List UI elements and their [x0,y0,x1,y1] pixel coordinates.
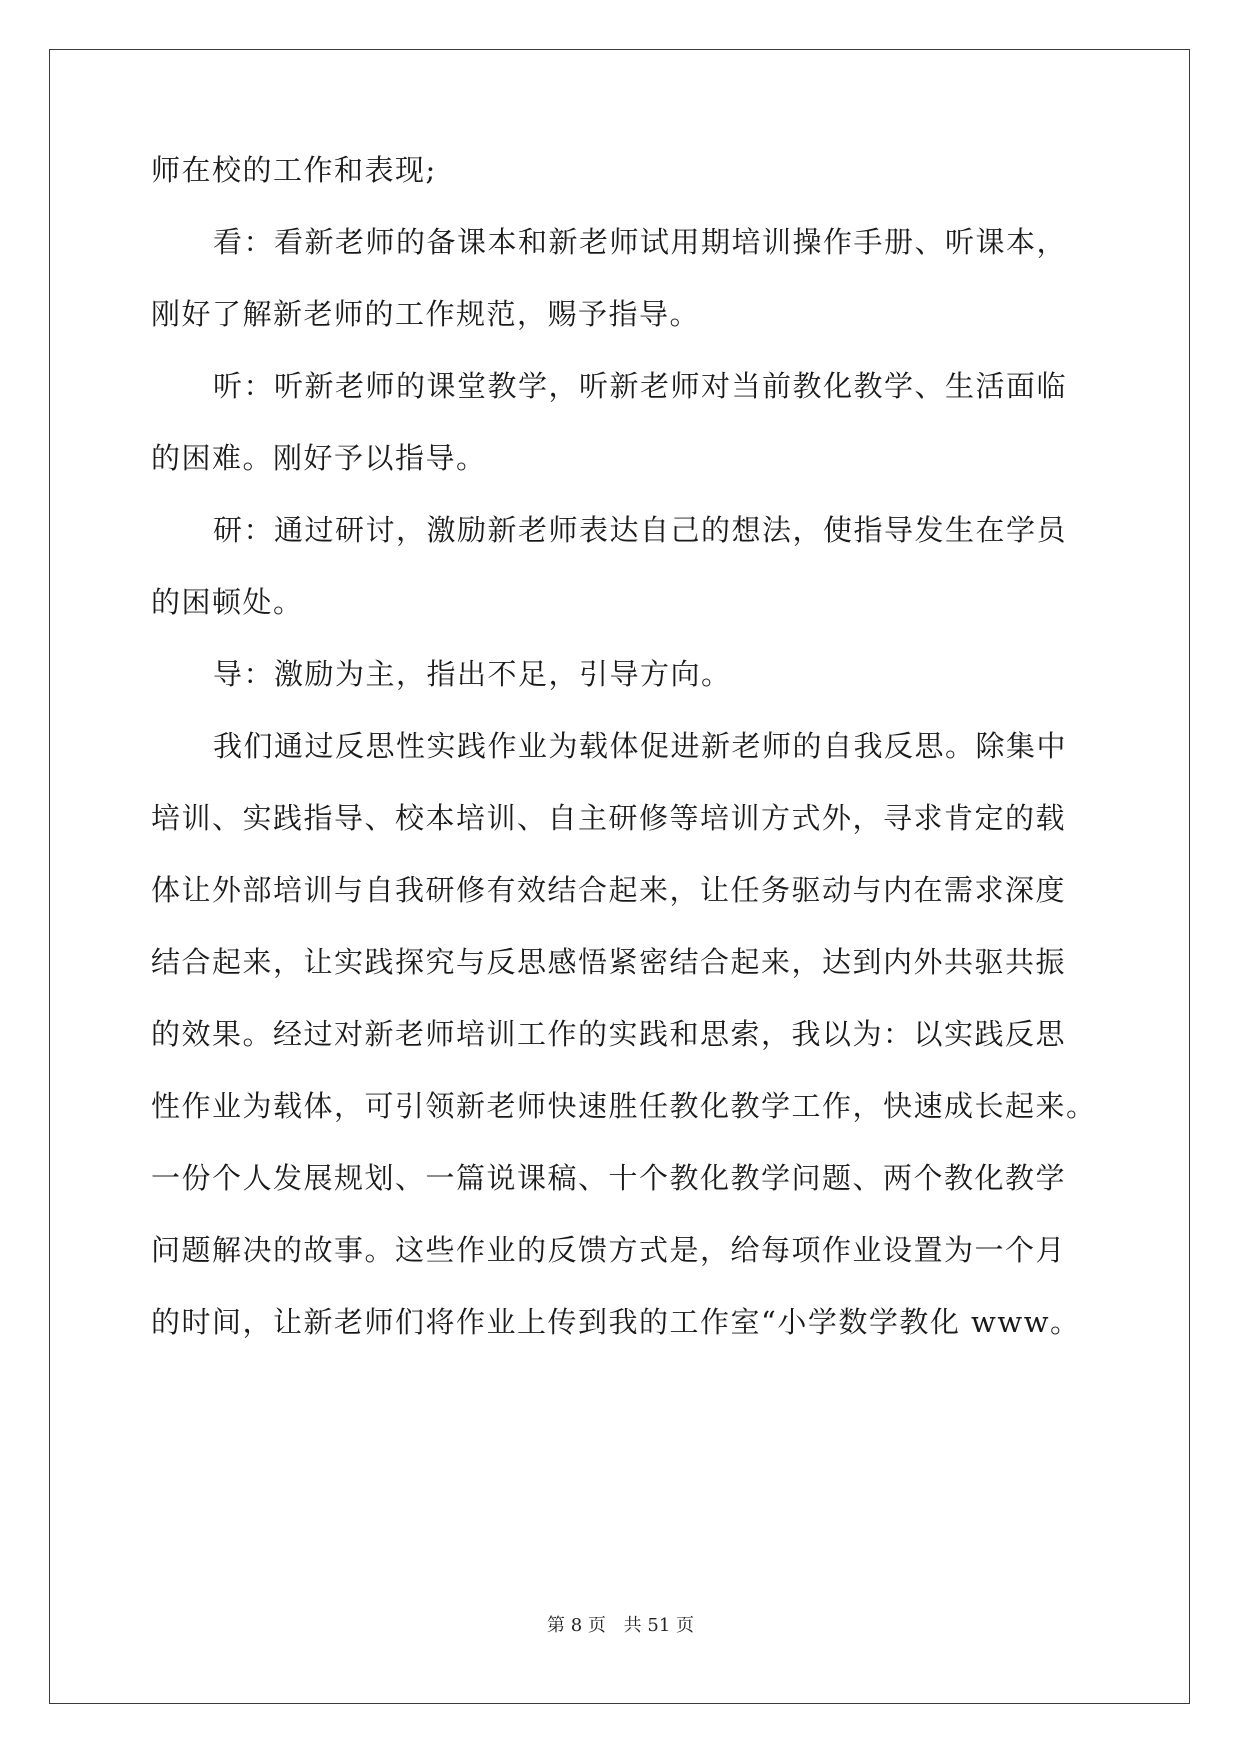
text-line: 研：通过研讨，激励新老师表达自己的想法，使指导发生在学员 [213,513,1068,547]
text-line: 的困难。刚好予以指导。 [151,441,487,475]
text-line: 刚好了解新老师的工作规范，赐予指导。 [151,297,701,331]
text-line: 的困顿处。 [151,585,304,619]
text-line: 的效果。经过对新老师培训工作的实践和思索，我以为：以实践反思 [151,1017,1067,1051]
page-total: 共 51 页 [623,1615,694,1636]
text-line: 问题解决的故事。这些作业的反馈方式是，给每项作业设置为一个月 [151,1233,1067,1267]
text-line: 培训、实践指导、校本培训、自主研修等培训方式外，寻求肯定的载 [151,801,1067,835]
text-line: 我们通过反思性实践作业为载体促进新老师的自我反思。除集中 [213,729,1068,763]
text-line: 体让外部培训与自我研修有效结合起来，让任务驱动与内在需求深度 [151,873,1067,907]
page-number: 第 8 页 [547,1615,606,1636]
text-line: 性作业为载体，可引领新老师快速胜任教化教学工作，快速成长起来。 [151,1089,1097,1123]
text-line: 师在校的工作和表现; [151,153,437,187]
text-line: 结合起来，让实践探究与反思感悟紧密结合起来，达到内外共驱共振 [151,945,1067,979]
page-footer [0,1614,1241,1638]
text-line: 一份个人发展规划、一篇说课稿、十个教化教学问题、两个教化教学 [151,1161,1067,1195]
text-line: 导：激励为主，指出不足，引导方向。 [213,657,732,691]
text-line: 看：看新老师的备课本和新老师试用期培训操作手册、听课本， [213,225,1068,259]
text-line: 的时间，让新老师们将作业上传到我的工作室“小学数学教化 www。 [151,1305,1081,1339]
text-line: 听：听新老师的课堂教学，听新老师对当前教化教学、生活面临 [213,369,1068,403]
